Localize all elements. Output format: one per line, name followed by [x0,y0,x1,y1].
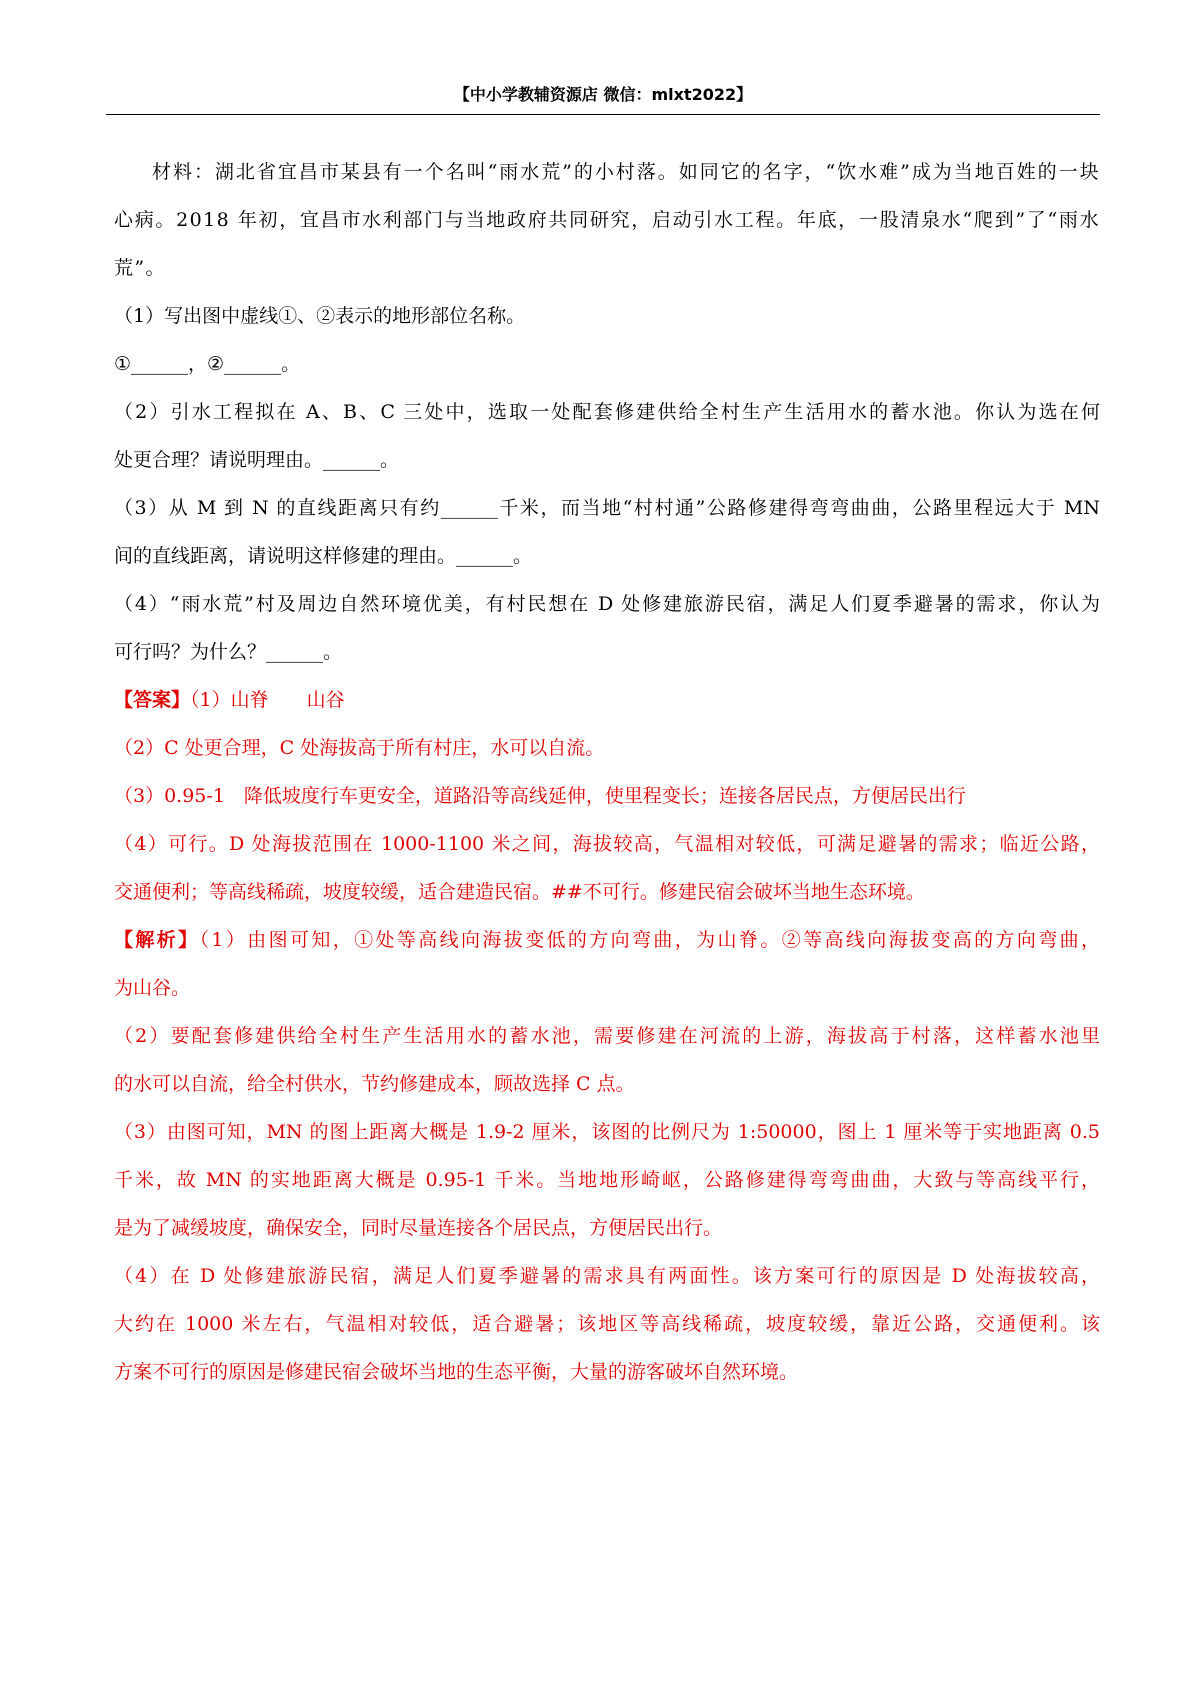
material-line: 心病。2018 年初，宜昌市水利部门与当地政府共同研究，启动引水工程。年底，一股清泉水“爬到”了“雨水 [114,209,1100,231]
material-line: 材料：湖北省宜昌市某县有一个名叫“雨水荒”的小村落。如同它的名字，“饮水难”成为当地百姓的一块 [152,161,1100,183]
question-line: 间的直线距离，请说明这样修建的理由。______。 [114,545,533,567]
answer-line-1 [114,676,1100,724]
analysis-line: （2）要配套修建供给全村生产生活用水的蓄水池，需要修建在河流的上游，海拔高于村落，这样蓄水池里 [114,1025,1100,1047]
answer-line: （2）C 处更合理，C 处海拔高于所有村庄，水可以自流。 [114,737,605,759]
material-paragraph [114,148,1100,292]
analysis-line: 的水可以自流，给全村供水，节约修建成本，顾故选择 C 点。 [114,1073,635,1095]
analysis-section [114,916,1100,1396]
analysis-label: 【解析】 [114,929,200,951]
analysis-line: （4）在 D 处修建旅游民宿，满足人们夏季避暑的需求具有两面性。该方案可行的原因是 D 处海拔较高， [114,1265,1100,1287]
analysis-line: 大约在 1000 米左右，气温相对较低，适合避暑；该地区等高线稀疏，坡度较缓，靠近公路，交通便利。该 [114,1313,1100,1335]
analysis-text: （1）由图可知，①处等高线向海拔变低的方向弯曲，为山脊。②等高线向海拔变高的方向弯曲， [199,929,1100,951]
question-line: 处更合理？请说明理由。______。 [114,449,400,471]
question-3 [114,484,1100,580]
answer-line: 交通便利；等高线稀疏，坡度较缓，适合建造民宿。##不可行。修建民宿会破坏当地生态环境。 [114,881,925,903]
header-divider [106,114,1100,115]
analysis-line: （3）由图可知，MN 的图上距离大概是 1.9-2 厘米，该图的比例尺为 1:50000，图上 1 厘米等于实地距离 0.5 [114,1121,1100,1143]
analysis-line: 方案不可行的原因是修建民宿会破坏当地的生态平衡，大量的游客破坏自然环境。 [114,1361,799,1383]
question-1 [114,292,1100,388]
answer-section [114,676,1100,916]
answer-label: 【答案】 [114,689,191,711]
question-4 [114,580,1100,676]
question-line: （2）引水工程拟在 A、B、C 三处中，选取一处配套修建供给全村生产生活用水的蓄水池。你认为选在何 [114,401,1100,423]
analysis-line: 为山谷。 [114,977,191,999]
question-line: 可行吗？为什么？______。 [114,641,343,663]
document-body [114,148,1100,1396]
analysis-line: 千米，故 MN 的实地距离大概是 0.95-1 千米。当地地形崎岖，公路修建得弯弯曲曲，大致与等高线平行， [114,1169,1100,1191]
answer-line: （3）0.95-1 降低坡度行车更安全，道路沿等高线延伸，使里程变长；连接各居民点，方便居民出行 [114,785,966,807]
material-line: 荒”。 [114,257,166,279]
question-line: （4）“雨水荒”村及周边自然环境优美，有村民想在 D 处修建旅游民宿，满足人们夏季避暑的需求，你认为 [114,593,1100,615]
answer-line: （4）可行。D 处海拔范围在 1000-1100 米之间，海拔较高，气温相对较低，可满足避暑的需求；临近公路， [114,833,1100,855]
question-line: （3）从 M 到 N 的直线距离只有约______千米，而当地“村村通”公路修建得弯弯曲曲，公路里程远大于 MN [114,497,1100,519]
page-header: 【中小学教辅资源店 微信：mlxt2022】 [453,85,753,104]
analysis-line: 是为了减缓坡度，确保安全，同时尽量连接各个居民点，方便居民出行。 [114,1217,723,1239]
question-line: （1）写出图中虚线①、②表示的地形部位名称。 [114,305,526,327]
answer-text: （1）山脊 山谷 [190,689,345,711]
question-blank-line: ①______，②______。 [114,353,301,375]
analysis-line-1 [114,916,1100,964]
question-2 [114,388,1100,484]
